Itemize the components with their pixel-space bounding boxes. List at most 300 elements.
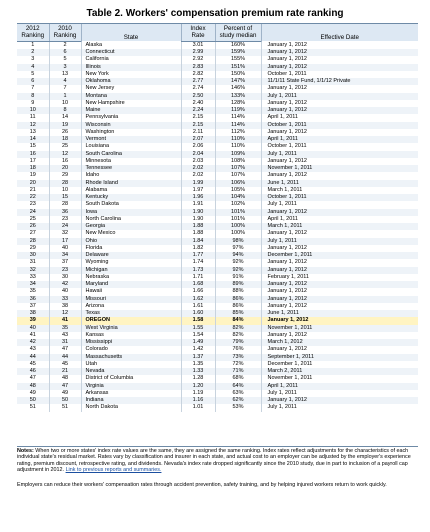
rank-2010: 33 bbox=[49, 296, 81, 303]
percent-median: 128% bbox=[215, 100, 261, 107]
table-row bbox=[17, 41, 418, 49]
index-rate: 1.35 bbox=[181, 361, 215, 368]
premium-rate-table bbox=[17, 23, 418, 412]
state-name: OREGON bbox=[81, 317, 181, 324]
index-rate: 1.16 bbox=[181, 397, 215, 404]
rank-2012: 17 bbox=[29, 157, 36, 164]
percent-median: 101% bbox=[215, 209, 261, 216]
state-name: Wyoming bbox=[81, 259, 181, 266]
table-row bbox=[17, 122, 418, 129]
percent-median: 146% bbox=[215, 85, 261, 92]
effective-date: January 1, 2012 bbox=[261, 267, 418, 274]
index-rate: 2.15 bbox=[181, 122, 215, 129]
index-rate: 1.90 bbox=[181, 209, 215, 216]
state-name: District of Columbia bbox=[81, 375, 181, 382]
percent-median: 62% bbox=[215, 397, 261, 404]
index-rate: 2.74 bbox=[181, 85, 215, 92]
rank-2012: 32 bbox=[17, 267, 49, 274]
rank-2012: 2 bbox=[17, 49, 49, 56]
rank-2010: 15 bbox=[49, 194, 81, 201]
table-row bbox=[17, 151, 418, 158]
effective-date: January 1, 2012 bbox=[261, 296, 418, 303]
notes-label: Notes: bbox=[17, 448, 34, 454]
state-name: Hawaii bbox=[81, 288, 181, 295]
table-row bbox=[17, 172, 418, 179]
effective-date: November 1, 2011 bbox=[261, 325, 418, 332]
percent-median: 155% bbox=[215, 56, 261, 63]
header-percent-top: Percent of bbox=[215, 24, 261, 33]
table-row bbox=[17, 107, 418, 114]
percent-median: 101% bbox=[215, 216, 261, 223]
rank-2010: 32 bbox=[49, 230, 81, 237]
index-rate: 3.01 bbox=[181, 41, 215, 49]
index-rate: 1.82 bbox=[181, 245, 215, 252]
percent-median: 112% bbox=[215, 129, 261, 136]
table-row bbox=[17, 281, 418, 288]
table-row bbox=[17, 78, 418, 85]
state-name: Utah bbox=[81, 361, 181, 368]
rank-2012: 27 bbox=[29, 230, 36, 237]
rank-2010: 37 bbox=[49, 259, 81, 266]
index-rate: 1.71 bbox=[181, 274, 215, 281]
effective-date: April 1, 2011 bbox=[261, 216, 418, 223]
effective-date: January 1, 2012 bbox=[261, 346, 418, 353]
rank-2012: 21 bbox=[29, 186, 36, 193]
effective-date: January 1, 2012 bbox=[261, 85, 418, 92]
rank-2010: 10 bbox=[49, 187, 81, 194]
effective-date: March 1, 2011 bbox=[261, 187, 418, 194]
table-row bbox=[17, 216, 418, 223]
rank-2010: 47 bbox=[49, 346, 81, 353]
table-row bbox=[17, 56, 418, 63]
state-name: Georgia bbox=[81, 223, 181, 230]
table-row bbox=[17, 129, 418, 136]
table-row bbox=[17, 361, 418, 368]
effective-date: January 1, 2012 bbox=[261, 209, 418, 216]
effective-date: January 1, 2012 bbox=[261, 49, 418, 56]
rank-2012: 47 bbox=[29, 375, 36, 382]
table-body bbox=[17, 41, 418, 411]
rank-2012: 36 bbox=[17, 296, 49, 303]
rank-2012: 38 bbox=[17, 310, 49, 317]
index-rate: 1.68 bbox=[181, 281, 215, 288]
state-name: Massachusetts bbox=[81, 354, 181, 361]
effective-date: July 1, 2011 bbox=[261, 93, 418, 100]
percent-median: 63% bbox=[215, 390, 261, 397]
percent-median: 110% bbox=[215, 136, 261, 143]
table-row bbox=[17, 100, 418, 107]
effective-date: October 1, 2011 bbox=[261, 143, 418, 150]
state-name: Texas bbox=[81, 310, 181, 317]
percent-median: 68% bbox=[215, 375, 261, 382]
effective-date: April 1, 2011 bbox=[261, 383, 418, 390]
effective-date: March 2, 2011 bbox=[261, 368, 418, 375]
effective-date: January 1, 2012 bbox=[261, 107, 418, 114]
index-rate: 1.73 bbox=[181, 267, 215, 274]
index-rate: 2.04 bbox=[181, 151, 215, 158]
effective-date: April 1, 2011 bbox=[261, 114, 418, 121]
effective-date: September 1, 2011 bbox=[261, 354, 418, 361]
effective-date: October 1, 2011 bbox=[261, 122, 418, 129]
effective-date: January 1, 2012 bbox=[261, 259, 418, 266]
rank-2010: 28 bbox=[49, 201, 81, 208]
table-row bbox=[17, 397, 418, 404]
index-rate: 1.88 bbox=[181, 230, 215, 237]
percent-median: 102% bbox=[215, 201, 261, 208]
state-name: Tennessee bbox=[81, 165, 181, 172]
percent-median: 97% bbox=[215, 245, 261, 252]
state-name: Florida bbox=[81, 245, 181, 252]
rank-2012: 22 bbox=[17, 194, 49, 201]
rank-2012: 9 bbox=[31, 99, 35, 106]
state-name: Colorado bbox=[81, 346, 181, 353]
table-row bbox=[17, 209, 418, 216]
rank-2012: 18 bbox=[17, 165, 49, 172]
percent-median: 64% bbox=[215, 383, 261, 390]
effective-date: December 1, 2011 bbox=[261, 361, 418, 368]
percent-median: 82% bbox=[215, 325, 261, 332]
rank-2010: 30 bbox=[49, 274, 81, 281]
index-rate: 1.91 bbox=[181, 201, 215, 208]
rank-2012: 25 bbox=[29, 215, 36, 222]
effective-date: January 1, 2012 bbox=[261, 245, 418, 252]
table-row bbox=[17, 390, 418, 397]
header-effective-date: Effective Date bbox=[261, 24, 418, 42]
rank-2010: 31 bbox=[49, 339, 81, 346]
rank-2010: 28 bbox=[49, 180, 81, 187]
state-name: Illinois bbox=[81, 64, 181, 71]
percent-median: 86% bbox=[215, 296, 261, 303]
header-2012-bottom: Ranking bbox=[17, 32, 49, 41]
effective-date: July 1, 2011 bbox=[261, 390, 418, 397]
state-name: Virginia bbox=[81, 383, 181, 390]
index-rate: 1.01 bbox=[181, 404, 215, 411]
rank-2010: 21 bbox=[49, 368, 81, 375]
index-rate: 1.49 bbox=[181, 339, 215, 346]
rank-2012: 39 bbox=[17, 317, 49, 324]
index-rate: 1.97 bbox=[181, 187, 215, 194]
effective-date: January 1, 2012 bbox=[261, 100, 418, 107]
previous-reports-link[interactable]: Link to previous reports and summaries. bbox=[65, 467, 162, 474]
effective-date: October 1, 2011 bbox=[261, 71, 418, 78]
percent-median: 107% bbox=[215, 172, 261, 179]
notes-text: When two or more states' index rate values are the same, they are assigned the same ranking. Index rates reflect adjustments for the characteristics of each individual state's residual market. Rates vary by classification and insurer in each state, and actual cost to an employer can be adjusted by the employer's experience rating, premium discount, retrospective rating, and dividends. Nevada's index rate dropped significantly since the 2010 study, due in part to inclusion of a payroll cap adjustment in 2012. bbox=[17, 448, 411, 474]
table-row bbox=[17, 354, 418, 361]
index-rate: 1.66 bbox=[181, 288, 215, 295]
rank-2010: 35 bbox=[49, 325, 81, 332]
rank-2010: 5 bbox=[49, 56, 81, 63]
rank-2012: 33 bbox=[29, 273, 36, 280]
rank-2010: 42 bbox=[49, 281, 81, 288]
effective-date: July 1, 2011 bbox=[261, 201, 418, 208]
state-name: Wisconsin bbox=[81, 122, 181, 129]
index-rate: 1.28 bbox=[181, 375, 215, 382]
effective-date: December 1, 2011 bbox=[261, 252, 418, 259]
table-row bbox=[17, 339, 418, 346]
index-rate: 2.24 bbox=[181, 107, 215, 114]
index-rate: 2.82 bbox=[181, 71, 215, 78]
state-name: Delaware bbox=[81, 252, 181, 259]
percent-median: 86% bbox=[215, 303, 261, 310]
rank-2010: 29 bbox=[49, 172, 81, 179]
index-rate: 2.15 bbox=[181, 114, 215, 121]
index-rate: 2.99 bbox=[181, 49, 215, 56]
rank-2010: 18 bbox=[49, 136, 81, 143]
percent-median: 76% bbox=[215, 346, 261, 353]
percent-median: 150% bbox=[215, 71, 261, 78]
rank-2012: 15 bbox=[29, 143, 36, 150]
table-row bbox=[17, 71, 418, 78]
percent-median: 151% bbox=[215, 64, 261, 71]
effective-date: January 1, 2012 bbox=[261, 397, 418, 404]
rank-2012: 23 bbox=[29, 201, 36, 208]
rank-2010: 24 bbox=[49, 223, 81, 230]
percent-median: 53% bbox=[215, 404, 261, 411]
rank-2010: 38 bbox=[49, 303, 81, 310]
percent-median: 88% bbox=[215, 288, 261, 295]
percent-median: 89% bbox=[215, 281, 261, 288]
table-row bbox=[17, 375, 418, 382]
state-name: Alaska bbox=[81, 41, 181, 49]
effective-date: June 1, 2011 bbox=[261, 310, 418, 317]
rank-2012: 28 bbox=[17, 238, 49, 245]
percent-median: 98% bbox=[215, 238, 261, 245]
percent-median: 114% bbox=[215, 114, 261, 121]
rank-2012: 31 bbox=[29, 259, 36, 266]
table-row bbox=[17, 325, 418, 332]
header-index-top: Index bbox=[181, 24, 215, 33]
state-name: Arkansas bbox=[81, 390, 181, 397]
rank-2012: 49 bbox=[29, 389, 36, 396]
state-name: Ohio bbox=[81, 238, 181, 245]
rank-2010: 40 bbox=[49, 245, 81, 252]
rank-2012: 11 bbox=[29, 114, 36, 121]
rank-2012: 14 bbox=[17, 136, 49, 143]
rank-2010: 40 bbox=[49, 288, 81, 295]
table-row bbox=[17, 64, 418, 71]
header-2010-top: 2010 bbox=[49, 24, 81, 33]
index-rate: 1.54 bbox=[181, 332, 215, 339]
table-row bbox=[17, 49, 418, 56]
state-name: Alabama bbox=[81, 187, 181, 194]
index-rate: 1.33 bbox=[181, 368, 215, 375]
state-name: New York bbox=[81, 71, 181, 78]
percent-median: 110% bbox=[215, 143, 261, 150]
state-name: South Dakota bbox=[81, 201, 181, 208]
header-percent-bottom: study median bbox=[215, 32, 261, 41]
percent-median: 160% bbox=[215, 41, 261, 49]
percent-median: 147% bbox=[215, 78, 261, 85]
rank-2012: 4 bbox=[17, 64, 49, 71]
table-row bbox=[17, 274, 418, 281]
percent-median: 119% bbox=[215, 107, 261, 114]
rank-2012: 29 bbox=[29, 244, 36, 251]
rank-2012: 35 bbox=[29, 288, 36, 295]
table-row bbox=[17, 317, 418, 324]
rank-2012: 8 bbox=[17, 93, 49, 100]
table-row bbox=[17, 136, 418, 143]
rank-2010: 26 bbox=[49, 129, 81, 136]
state-name: Maryland bbox=[81, 281, 181, 288]
state-name: Washington bbox=[81, 129, 181, 136]
effective-date: July 1, 2011 bbox=[261, 151, 418, 158]
effective-date: January 1, 2012 bbox=[261, 56, 418, 63]
state-name: Nebraska bbox=[81, 274, 181, 281]
rank-2012: 34 bbox=[17, 281, 49, 288]
effective-date: January 1, 2012 bbox=[261, 332, 418, 339]
rank-2012: 12 bbox=[17, 122, 49, 129]
rank-2010: 2 bbox=[49, 41, 81, 49]
effective-date: March 1, 2011 bbox=[261, 223, 418, 230]
rank-2010: 6 bbox=[49, 49, 81, 56]
percent-median: 82% bbox=[215, 332, 261, 339]
rank-2010: 23 bbox=[49, 267, 81, 274]
index-rate: 1.61 bbox=[181, 303, 215, 310]
percent-median: 71% bbox=[215, 368, 261, 375]
index-rate: 2.06 bbox=[181, 143, 215, 150]
effective-date: February 1, 2011 bbox=[261, 274, 418, 281]
table-row bbox=[17, 346, 418, 353]
header-state: State bbox=[81, 24, 181, 42]
rank-2010: 44 bbox=[49, 354, 81, 361]
footer-note: Employers can reduce their workers' compensation rates through accident prevention, safety training, and by helping injured workers return to work quickly. bbox=[17, 482, 387, 488]
rank-2010: 8 bbox=[49, 107, 81, 114]
rank-2010: 34 bbox=[49, 252, 81, 259]
rank-2012: 7 bbox=[31, 85, 35, 92]
state-name: Maine bbox=[81, 107, 181, 114]
effective-date: November 1, 2011 bbox=[261, 375, 418, 382]
effective-date: January 1, 2012 bbox=[261, 303, 418, 310]
table-row bbox=[17, 288, 418, 295]
rank-2010: 36 bbox=[49, 209, 81, 216]
rank-2010: 47 bbox=[49, 383, 81, 390]
rank-2012: 51 bbox=[29, 404, 36, 411]
index-rate: 2.03 bbox=[181, 158, 215, 165]
header-row-top bbox=[17, 24, 418, 33]
rank-2012: 50 bbox=[17, 397, 49, 404]
rank-2012: 45 bbox=[29, 360, 36, 367]
percent-median: 106% bbox=[215, 180, 261, 187]
rank-2012: 41 bbox=[29, 331, 36, 338]
state-name: Idaho bbox=[81, 172, 181, 179]
table-title: Table 2. Workers' compensation premium rate ranking bbox=[86, 8, 344, 19]
effective-date: April 1, 2011 bbox=[261, 136, 418, 143]
table-row bbox=[17, 259, 418, 266]
percent-median: 133% bbox=[215, 93, 261, 100]
table-row bbox=[17, 238, 418, 245]
state-name: South Carolina bbox=[81, 151, 181, 158]
effective-date: 11/1/11 State Fund, 1/1/12 Private bbox=[261, 78, 418, 85]
state-name: Kentucky bbox=[81, 194, 181, 201]
table-row bbox=[17, 245, 418, 252]
index-rate: 1.19 bbox=[181, 390, 215, 397]
state-name: New Jersey bbox=[81, 85, 181, 92]
index-rate: 2.40 bbox=[181, 100, 215, 107]
percent-median: 108% bbox=[215, 158, 261, 165]
rank-2012: 1 bbox=[31, 41, 35, 48]
rank-2012: 16 bbox=[17, 151, 49, 158]
percent-median: 85% bbox=[215, 310, 261, 317]
effective-date: January 1, 2012 bbox=[261, 288, 418, 295]
state-name: Minnesota bbox=[81, 158, 181, 165]
rank-2010: 12 bbox=[49, 151, 81, 158]
index-rate: 1.58 bbox=[181, 317, 215, 324]
effective-date: January 1, 2012 bbox=[261, 317, 418, 324]
state-name: Indiana bbox=[81, 397, 181, 404]
rank-2012: 10 bbox=[17, 107, 49, 114]
table-row bbox=[17, 303, 418, 310]
table-notes bbox=[17, 446, 418, 474]
state-name: Pennsylvania bbox=[81, 114, 181, 121]
percent-median: 92% bbox=[215, 267, 261, 274]
state-name: Rhode Island bbox=[81, 180, 181, 187]
state-name: West Virginia bbox=[81, 325, 181, 332]
table-row bbox=[17, 194, 418, 201]
percent-median: 105% bbox=[215, 187, 261, 194]
rank-2010: 16 bbox=[49, 158, 81, 165]
rank-2010: 45 bbox=[49, 361, 81, 368]
percent-median: 107% bbox=[215, 165, 261, 172]
index-rate: 2.77 bbox=[181, 78, 215, 85]
table-row bbox=[17, 187, 418, 194]
rank-2010: 51 bbox=[49, 404, 81, 411]
percent-median: 92% bbox=[215, 259, 261, 266]
table-row bbox=[17, 404, 418, 411]
effective-date: July 1, 2011 bbox=[261, 238, 418, 245]
state-name: Kansas bbox=[81, 332, 181, 339]
percent-median: 104% bbox=[215, 194, 261, 201]
rank-2012: 46 bbox=[17, 368, 49, 375]
rank-2010: 12 bbox=[49, 310, 81, 317]
rank-2010: 49 bbox=[49, 390, 81, 397]
effective-date: January 1, 2012 bbox=[261, 129, 418, 136]
header-index-bottom: Rate bbox=[181, 32, 215, 41]
rank-2012: 42 bbox=[17, 339, 49, 346]
rank-2010: 43 bbox=[49, 332, 81, 339]
index-rate: 1.74 bbox=[181, 259, 215, 266]
table-row bbox=[17, 267, 418, 274]
index-rate: 1.42 bbox=[181, 346, 215, 353]
state-name: Nevada bbox=[81, 368, 181, 375]
rank-2010: 3 bbox=[49, 64, 81, 71]
state-name: Montana bbox=[81, 93, 181, 100]
table-row bbox=[17, 332, 418, 339]
effective-date: January 1, 2012 bbox=[261, 64, 418, 71]
percent-median: 100% bbox=[215, 223, 261, 230]
effective-date: January 1, 2012 bbox=[261, 230, 418, 237]
index-rate: 1.55 bbox=[181, 325, 215, 332]
rank-2012: 48 bbox=[17, 383, 49, 390]
index-rate: 2.50 bbox=[181, 93, 215, 100]
effective-date: March 1, 2012 bbox=[261, 339, 418, 346]
rank-2012: 43 bbox=[29, 346, 36, 353]
rank-2010: 23 bbox=[49, 216, 81, 223]
table-row bbox=[17, 223, 418, 230]
effective-date: January 1, 2012 bbox=[261, 172, 418, 179]
table-row bbox=[17, 114, 418, 121]
index-rate: 2.07 bbox=[181, 136, 215, 143]
state-name: New Mexico bbox=[81, 230, 181, 237]
rank-2010: 50 bbox=[49, 397, 81, 404]
index-rate: 1.77 bbox=[181, 252, 215, 259]
table-row bbox=[17, 85, 418, 92]
rank-2010: 19 bbox=[49, 122, 81, 129]
index-rate: 1.60 bbox=[181, 310, 215, 317]
header-2012-top: 2012 bbox=[17, 24, 49, 33]
effective-date: January 1, 2012 bbox=[261, 158, 418, 165]
index-rate: 2.02 bbox=[181, 165, 215, 172]
index-rate: 1.37 bbox=[181, 354, 215, 361]
